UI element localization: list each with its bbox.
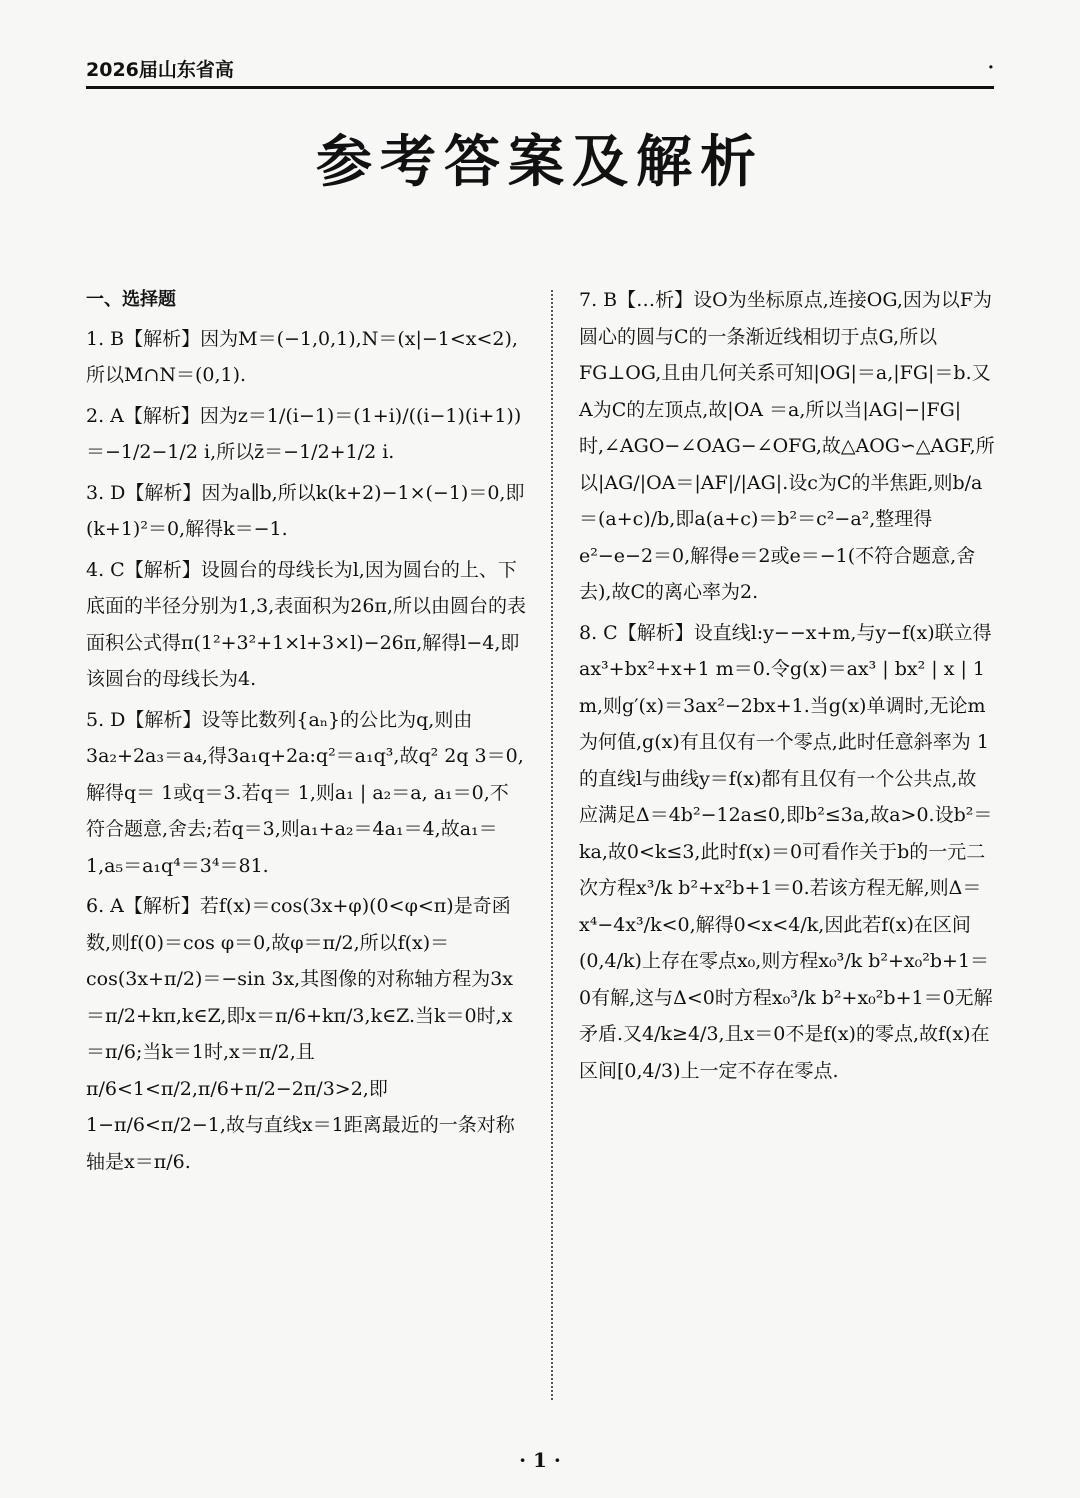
answer-item-1: 1. B【解析】因为M＝(−1,0,1),N＝(x|−1<x<2),所以M∩N＝(0,1). — [86, 327, 518, 386]
answer-item-7: 7. B【…析】设O为坐标原点,连接OG,因为以F为圆心的圆与C的一条渐近线相切于点G,所以FG⊥OG,且由几何关系可知|OG|＝a,|FG|＝b.又A为C的左顶点,故|OA ＝a,所以当|AG|−|FG|时,∠AGO−∠OAG−∠OFG,故△AOG∽△AGF,所以|AG/|OA＝|AF|/|AG|.设c为C的半焦距,则b/a＝(a+c)/b,即a(a+c)＝b²＝c²−a²,整理得e²−e−2＝0,解得e＝2或e＝−1(不符合题意,舍去),故C的离心率为2. — [579, 289, 995, 603]
answer-item-4: 4. C【解析】设圆台的母线长为l,因为圆台的上、下底面的半径分别为1,3,表面积为26π,所以由圆台的表面积公式得π(1²+3²+1×l+3×l)−26π,解得l−4,即该圆台的母线长为4. — [86, 558, 526, 690]
right-column — [579, 282, 995, 1093]
answer-item-3: 3. D【解析】因为a∥b,所以k(k+2)−1×(−1)＝0,即(k+1)²＝0,解得k＝−1. — [86, 481, 525, 540]
left-column — [86, 282, 526, 1184]
column-divider — [551, 290, 553, 1400]
answer-item-5: 5. D【解析】设等比数列{aₙ}的公比为q,则由3a₂+2a₃＝a₄,得3a₁q+2a:q²＝a₁q³,故q² 2q 3＝0,解得q＝ 1或q＝3.若q＝ 1,则a₁ | a₂＝a, a₁＝0,不符合题意,舍去;若q＝3,则a₁+a₂＝4a₁＝4,故a₁＝1,a₅＝a₁q⁴＝3⁴＝81. — [86, 708, 524, 877]
answer-item-6: 6. A【解析】若f(x)＝cos(3x+φ)(0<φ<π)是奇函数,则f(0)＝cos φ＝0,故φ＝π/2,所以f(x)＝cos(3x+π/2)＝−sin 3x,其图像的对称轴方程为3x＝π/2+kπ,k∈Z,即x＝π/6+kπ/3,k∈Z.当k＝0时,x＝π/6;当k＝1时,x＝π/2,且π/6<1<π/2,π/6+π/2−2π/3>2,即1−π/6<π/2−1,故与直线x＝1距离最近的一条对称轴是x＝π/6. — [86, 895, 515, 1173]
header-title: 2026届山东省高 — [86, 59, 234, 81]
section-heading: 一、选择题 — [86, 289, 176, 310]
header-mark: · — [987, 57, 994, 78]
page-number: · 1 · — [519, 1448, 561, 1472]
page-header — [86, 58, 994, 89]
answer-item-8: 8. C【解析】设直线l:y−−x+m,与y−f(x)联立得ax³+bx²+x+1 m＝0.令g(x)＝ax³ | bx² | x | 1 m,则g′(x)＝3ax²−2bx+1.当g(x)单调时,无论m为何值,g(x)有且仅有一个零点,此时任意斜率为 1的直线l与曲线y＝f(x)都有且仅有一个公共点,故应满足Δ＝4b²−12a≤0,即b²≤3a,故a>0.设b²＝ka,故0<k≤3,此时f(x)＝0可看作关于b的一元二次方程x³/k b²+x²b+1＝0.若该方程无解,则Δ＝x⁴−4x³/k<0,解得0<x<4/k,因此若f(x)在区间(0,4/k)上存在零点x₀,则方程x₀³/k b²+x₀²b+1＝0有解,这与Δ<0时方程x₀³/k b²+x₀²b+1＝0无解矛盾.又4/k≥4/3,且x＝0不是f(x)的零点,故f(x)在区间[0,4/3)上一定不存在零点. — [579, 621, 993, 1082]
answer-item-2: 2. A【解析】因为z＝1/(i−1)＝(1+i)/((i−1)(i+1))＝−1/2−1/2 i,所以z̄＝−1/2+1/2 i. — [86, 404, 522, 463]
document-title: 参考答案及解析 — [316, 130, 764, 195]
